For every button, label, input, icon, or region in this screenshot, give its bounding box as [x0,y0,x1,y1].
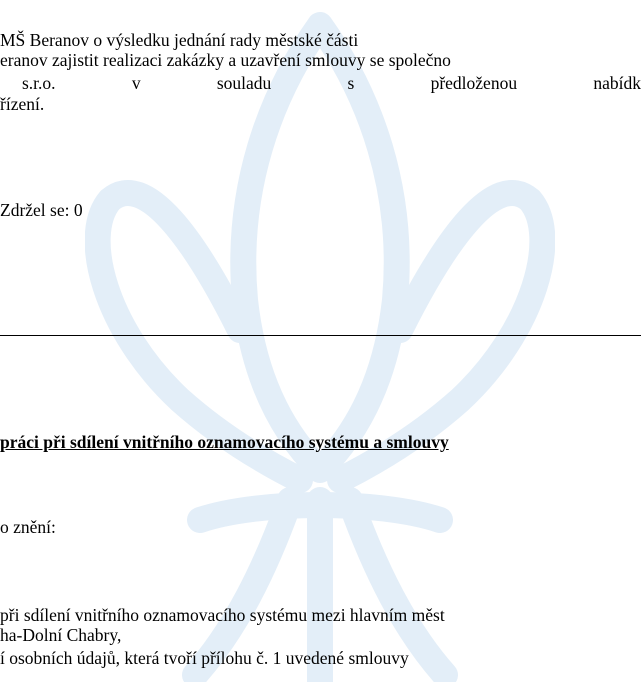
resolution-text-line-2: eranov zajistit realizaci zakázky a uzavření smlouvy se společno [0,50,451,70]
word-sro: s.r.o. [22,73,56,93]
fleur-de-lis-watermark [85,0,555,682]
resolution-text-line-3 [0,73,641,93]
item-text-line-2: ha-Dolní Chabry, [0,625,122,645]
item-text-line-1: při sdílení vnitřního oznamovacího systému mezi hlavním měst [0,605,445,625]
section-divider [0,335,641,336]
word-souladu: souladu [216,73,272,93]
resolution-text-line-4: řízení. [0,94,45,114]
vote-abstained: Zdržel se: 0 [0,200,83,220]
word-s: s [347,73,355,93]
word-predlozenou: předloženou [430,73,518,93]
item-text-line-3: í osobních údajů, která tvoří přílohu č. 1 uvedené smlouvy [0,648,409,668]
resolution-text-line-1: MŠ Beranov o výsledku jednání rady městské části [0,30,359,50]
section-heading: práci při sdílení vnitřního oznamovacího systému a smlouvy [0,432,449,452]
word-v: v [131,73,141,93]
word-nabidk: nabídk [593,73,641,93]
section-intro: o znění: [0,517,56,537]
